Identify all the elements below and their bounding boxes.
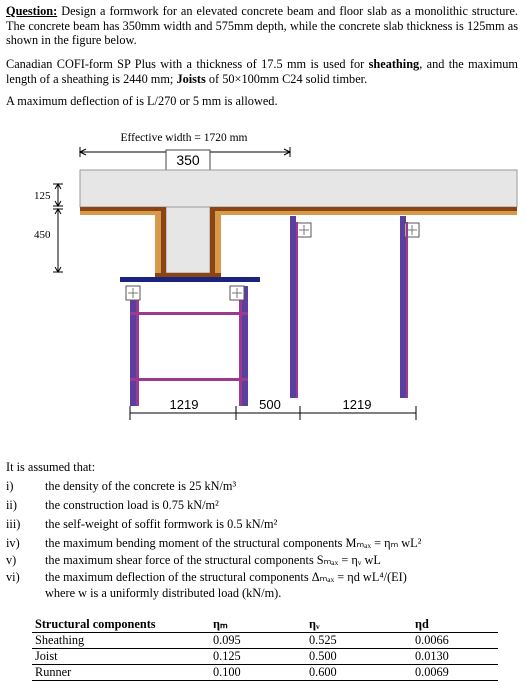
assumption-item bbox=[6, 553, 521, 569]
table-cell: 0.500 bbox=[306, 649, 412, 665]
beam-soffit bbox=[155, 273, 221, 277]
table-cell: 0.095 bbox=[210, 633, 306, 649]
assumption-item bbox=[6, 536, 521, 552]
slab-joist-left bbox=[80, 211, 166, 215]
header-eta-v: ηᵥ bbox=[306, 617, 412, 633]
assumption-where bbox=[6, 586, 521, 602]
span-left-label: 1219 bbox=[169, 397, 199, 412]
material-text-e: of 50×100mm C24 solid timber. bbox=[205, 71, 368, 86]
post-head-1 bbox=[297, 223, 311, 237]
where-text: where w is a uniformly distributed load (kN/m). bbox=[45, 586, 282, 600]
table-cell: 0.0069 bbox=[412, 665, 498, 681]
slab-thickness-label: 125 bbox=[34, 190, 51, 202]
shore-post-1 bbox=[290, 216, 296, 398]
table-cell: 0.100 bbox=[210, 665, 306, 681]
table-cell: Joist bbox=[32, 649, 210, 665]
assumption-number: ii) bbox=[6, 498, 17, 512]
table-cell: 0.525 bbox=[306, 633, 412, 649]
assumption-item bbox=[6, 570, 521, 586]
beam-side-form-right bbox=[210, 211, 215, 275]
assumption-number: iii) bbox=[6, 517, 21, 531]
beam-width-label: 350 bbox=[176, 152, 200, 168]
span-mid-label: 500 bbox=[259, 397, 281, 412]
deflection-paragraph: A maximum deflection of is L/270 or 5 mm is allowed. bbox=[6, 94, 278, 108]
beam-prop-left bbox=[130, 286, 136, 406]
assumption-text: the density of the concrete is 25 kN/m³ bbox=[45, 479, 237, 493]
header-eta-m: ηₘ bbox=[210, 617, 306, 633]
assumption-number: i) bbox=[6, 479, 14, 493]
beam-side-stud-left bbox=[155, 215, 161, 275]
effective-width-label: Effective width = 1720 mm bbox=[120, 132, 248, 144]
assumption-number: iv) bbox=[6, 536, 20, 550]
material-text-c: , and the maximum length of a sheathing is 2440 mm; bbox=[6, 57, 518, 86]
beam-depth-label: 450 bbox=[34, 229, 51, 241]
span-right-label: 1219 bbox=[342, 397, 372, 412]
table-cell: Runner bbox=[32, 665, 210, 681]
header-eta-d: ηd bbox=[412, 617, 498, 633]
table-cell: 0.0066 bbox=[412, 633, 498, 649]
table-cell: 0.125 bbox=[210, 649, 306, 665]
beam-side-stud-right bbox=[215, 215, 221, 275]
question-label: Question: bbox=[6, 4, 58, 18]
assumption-text: the construction load is 0.75 kN/m² bbox=[45, 498, 219, 512]
table-cell: 0.0130 bbox=[412, 649, 498, 665]
question-text: Design a formwork for an elevated concrete beam and floor slab as a monolithic structure. The concrete beam has 350mm width and 575mm depth, while the concrete slab thickness is 125mm as shown in the figure below. bbox=[6, 4, 518, 48]
assumption-item bbox=[6, 498, 521, 514]
assumption-number: vi) bbox=[6, 570, 20, 584]
formwork-diagram bbox=[0, 126, 525, 458]
table-cell: 0.600 bbox=[306, 665, 412, 681]
table-row bbox=[32, 649, 498, 665]
question-paragraph bbox=[6, 4, 518, 48]
slab-sheathing-right bbox=[210, 207, 517, 211]
concrete-slab bbox=[80, 170, 517, 207]
assumption-text: the self-weight of soffit formwork is 0.5 kN/m² bbox=[45, 517, 278, 531]
table-cell: Sheathing bbox=[32, 633, 210, 649]
table-header-row bbox=[32, 617, 498, 633]
header-components: Structural components bbox=[32, 617, 210, 633]
assumption-number: v) bbox=[6, 553, 17, 567]
material-paragraph bbox=[6, 57, 518, 86]
beam-bearer bbox=[120, 277, 260, 282]
beam-prop-cross-brace bbox=[130, 312, 248, 315]
assumption-text: the maximum bending moment of the structural components Mₘₐₓ = ηₘ wL² bbox=[45, 536, 422, 550]
sheathing-term: sheathing bbox=[368, 57, 420, 71]
beam-prop-right bbox=[242, 286, 248, 406]
shore-post-2 bbox=[400, 216, 406, 398]
joists-term: Joists bbox=[176, 71, 206, 86]
beam-prop-head-right bbox=[230, 286, 244, 300]
slab-joist-right bbox=[210, 211, 517, 215]
assumptions-intro: It is assumed that: bbox=[6, 460, 96, 474]
assumption-item bbox=[6, 517, 521, 533]
concrete-beam bbox=[166, 207, 210, 273]
assumption-item bbox=[6, 479, 521, 495]
material-text-a: Canadian COFI-form SP Plus with a thickness of 17.5 mm is used for bbox=[6, 57, 369, 71]
beam-side-form-left bbox=[161, 211, 166, 275]
beam-prop-head-left bbox=[126, 286, 140, 300]
slab-sheathing-left bbox=[80, 207, 166, 211]
table-row bbox=[32, 633, 498, 649]
assumption-text: the maximum shear force of the structural components Sₘₐₓ = ηᵥ wL bbox=[45, 553, 381, 567]
table-row bbox=[32, 665, 498, 681]
assumption-text: the maximum deflection of the structural components Δₘₐₓ = ηd wL⁴/(EI) bbox=[45, 570, 407, 584]
coefficient-table bbox=[32, 617, 498, 681]
